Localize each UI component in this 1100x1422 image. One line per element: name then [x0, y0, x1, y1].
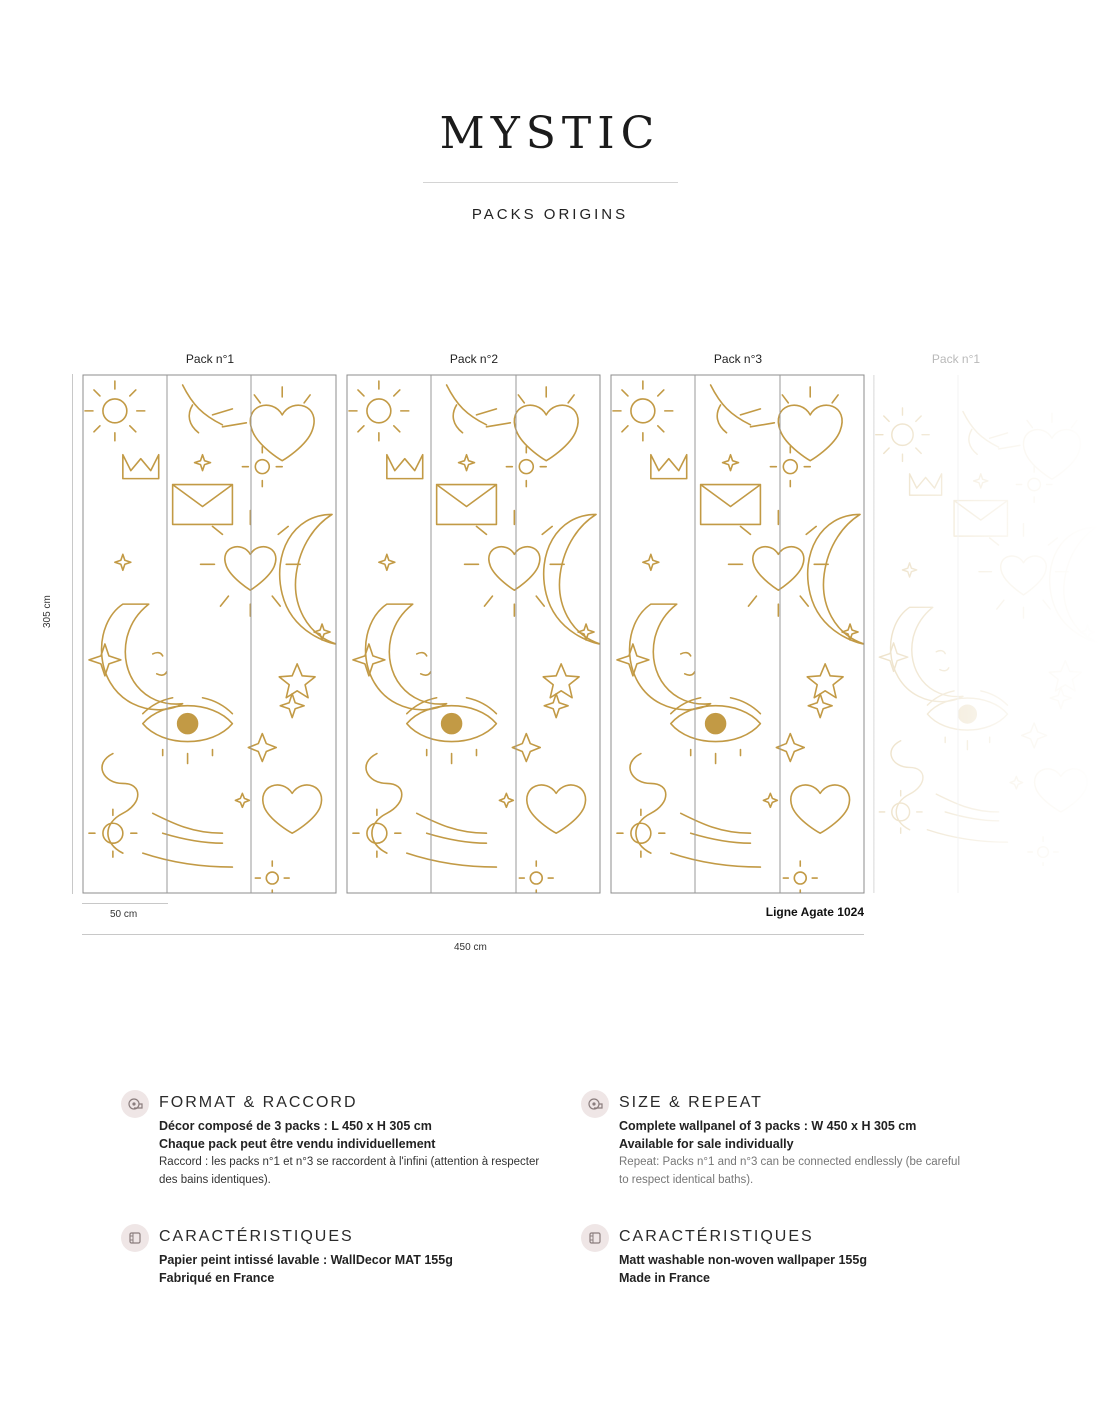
format-line: Complete wallpanel of 3 packs : W 450 x H 305 cm: [619, 1119, 917, 1133]
sale-line: Available for sale individually: [619, 1137, 794, 1151]
wallpaper-panels-illustration: [0, 374, 1100, 896]
pack-label-1: Pack n°1: [185, 352, 235, 366]
pack-label-2: Pack n°2: [449, 352, 499, 366]
total-width-dimension-line: [82, 934, 864, 935]
product-reference: Ligne Agate 1024: [765, 905, 864, 919]
pack-panel-2: [347, 375, 600, 893]
format-line: Décor composé de 3 packs : L 450 x H 305 cm: [159, 1119, 432, 1133]
pack-label-repeat: Pack n°1: [931, 352, 981, 366]
pack-panel-repeat: [874, 374, 1100, 896]
section-body: [159, 1117, 559, 1189]
section-heading: SIZE & REPEAT: [619, 1094, 763, 1111]
section-body: [159, 1251, 559, 1287]
section-heading: FORMAT & RACCORD: [159, 1094, 358, 1111]
wallpaper-roll-icon: [581, 1224, 609, 1252]
section-body: [619, 1117, 969, 1189]
page-subtitle: PACKS ORIGINS: [471, 206, 629, 223]
total-width-label: 450 cm: [454, 942, 487, 953]
sale-line: Chaque pack peut être vendu individuellement: [159, 1137, 436, 1151]
strip-width-dimension-line: [82, 903, 168, 904]
origin-line: Made in France: [619, 1271, 710, 1285]
repeat-line: Raccord : les packs n°1 et n°3 se raccordent à l'infini (attention à respecter des bains identiques).: [159, 1156, 540, 1186]
size-repeat-section: [581, 1090, 1001, 1190]
section-heading: CARACTÉRISTIQUES: [619, 1228, 814, 1245]
measuring-tape-icon: [121, 1090, 149, 1118]
material-line: Papier peint intissé lavable : WallDecor MAT 155g: [159, 1253, 453, 1267]
pack-panel-3: [611, 375, 864, 893]
pack-panel-1: [83, 375, 336, 893]
section-heading: CARACTÉRISTIQUES: [159, 1228, 354, 1245]
wallpaper-roll-icon: [121, 1224, 149, 1252]
format-raccord-section: [121, 1090, 541, 1190]
height-dimension-label: 305 cm: [42, 595, 53, 628]
measuring-tape-icon: [581, 1090, 609, 1118]
page-title: MYSTIC: [439, 108, 661, 159]
origin-line: Fabriqué en France: [159, 1271, 275, 1285]
section-body: [619, 1251, 969, 1287]
repeat-line: Repeat: Packs n°1 and n°3 can be connected endlessly (be careful to respect identical baths).: [619, 1156, 960, 1186]
pack-label-3: Pack n°3: [713, 352, 763, 366]
height-dimension-line: [72, 374, 73, 894]
title-divider: [423, 182, 678, 183]
material-line: Matt washable non-woven wallpaper 155g: [619, 1253, 867, 1267]
strip-width-label: 50 cm: [110, 909, 138, 920]
caracteristiques-en-section: [581, 1224, 1001, 1294]
caracteristiques-fr-section: [121, 1224, 541, 1294]
